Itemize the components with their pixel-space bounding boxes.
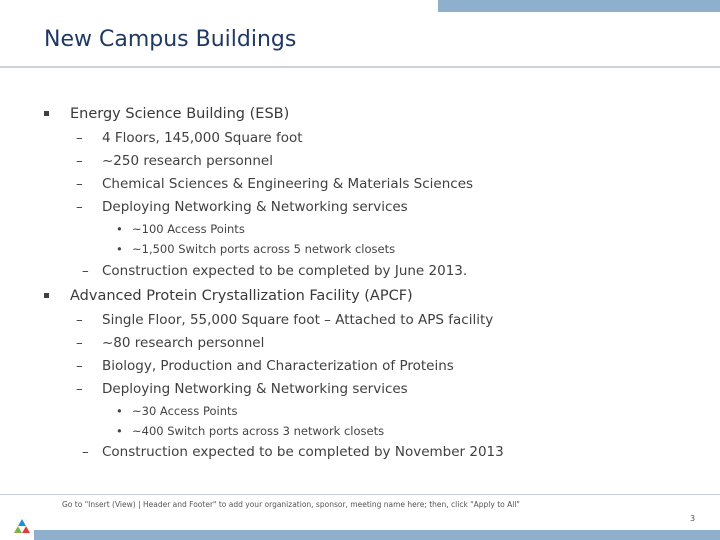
section-heading-esb: Energy Science Building (ESB) bbox=[70, 106, 290, 122]
title-divider bbox=[0, 66, 720, 68]
footer-divider bbox=[0, 494, 720, 495]
list-item: Chemical Sciences & Engineering & Materials Sciences bbox=[102, 176, 474, 192]
dash-marker: – bbox=[76, 199, 83, 215]
list-item: Construction expected to be completed by November 2013 bbox=[102, 444, 504, 460]
list-item: Deploying Networking & Networking services bbox=[102, 381, 408, 397]
dash-marker: – bbox=[76, 130, 83, 146]
dash-marker: – bbox=[76, 358, 83, 374]
list-item: ~80 research personnel bbox=[102, 335, 265, 351]
list-item: ~250 research personnel bbox=[102, 153, 273, 169]
list-subitem: ~100 Access Points bbox=[132, 222, 245, 236]
list-item: Construction expected to be completed by June 2013. bbox=[102, 263, 468, 279]
dot-marker: • bbox=[116, 222, 123, 236]
section-heading-apcf: Advanced Protein Crystallization Facility (APCF) bbox=[70, 288, 413, 304]
footer-placeholder-text: Go to "Insert (View) | Header and Footer" to add your organization, sponsor, meeting name here; then, click "Apply to All" bbox=[62, 500, 520, 509]
dash-marker: – bbox=[76, 312, 83, 328]
dash-marker: – bbox=[76, 153, 83, 169]
list-item: Deploying Networking & Networking services bbox=[102, 199, 408, 215]
dot-marker: • bbox=[116, 424, 123, 438]
dash-marker: – bbox=[76, 335, 83, 351]
list-subitem: ~30 Access Points bbox=[132, 404, 238, 418]
section-bullet-icon bbox=[44, 293, 49, 298]
dot-marker: • bbox=[116, 242, 123, 256]
dash-marker: – bbox=[76, 176, 83, 192]
top-accent-bar bbox=[438, 0, 720, 12]
section-bullet-icon bbox=[44, 111, 49, 116]
list-item: Biology, Production and Characterization of Proteins bbox=[102, 358, 454, 374]
argonne-logo-icon bbox=[14, 519, 30, 533]
dot-marker: • bbox=[116, 404, 123, 418]
list-item: Single Floor, 55,000 Square foot – Attached to APS facility bbox=[102, 312, 494, 328]
bottom-accent-bar bbox=[34, 530, 720, 540]
dash-marker: – bbox=[76, 381, 83, 397]
list-item: 4 Floors, 145,000 Square foot bbox=[102, 130, 303, 146]
list-subitem: ~400 Switch ports across 3 network closets bbox=[132, 424, 385, 438]
page-number: 3 bbox=[690, 514, 696, 523]
dash-marker: – bbox=[82, 263, 89, 279]
slide-title: New Campus Buildings bbox=[44, 27, 297, 52]
list-subitem: ~1,500 Switch ports across 5 network closets bbox=[132, 242, 396, 256]
dash-marker: – bbox=[82, 444, 89, 460]
